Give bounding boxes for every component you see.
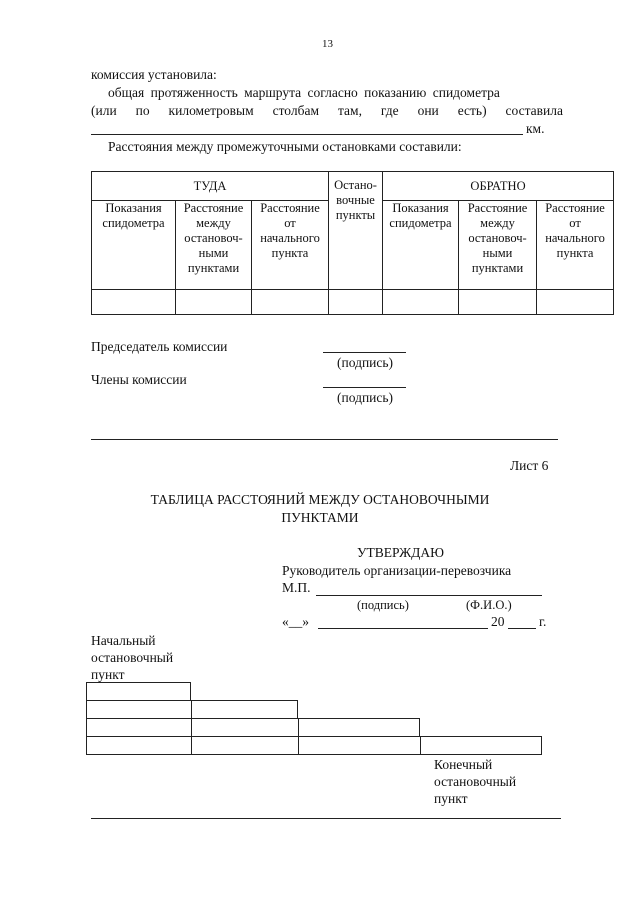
- page-number: 13: [322, 38, 333, 50]
- section-divider: [91, 439, 558, 440]
- stairs-row-3: [86, 718, 420, 737]
- members-signature-hint: (подпись): [337, 390, 394, 405]
- back-header: ОБРАТНО: [383, 172, 614, 201]
- stairs-row-4: [86, 736, 542, 755]
- head-of-org-label: Руководитель организации-перевозчика: [282, 563, 512, 578]
- stairs-cell[interactable]: [87, 719, 299, 736]
- stairs-row-2: [86, 700, 298, 719]
- sheet-label: Лист 6: [510, 458, 549, 473]
- end-point-line: Конечный: [434, 757, 493, 772]
- word: (или: [91, 103, 117, 118]
- start-point-line: пункт: [91, 667, 125, 682]
- table-cell[interactable]: [176, 290, 252, 315]
- stairs-cell[interactable]: [87, 701, 192, 718]
- chairman-signature-hint: (подпись): [337, 355, 394, 370]
- end-point-line: остановочный: [434, 774, 517, 789]
- end-point-label: [434, 756, 516, 807]
- total-km-blank: [91, 134, 523, 135]
- date-year-prefix: 20: [491, 614, 505, 629]
- sheet-title-line-1: ТАБЛИЦА РАССТОЯНИЙ МЕЖДУ ОСТАНОВОЧНЫМИ: [150, 492, 490, 507]
- date-year-suffix: г.: [539, 614, 547, 629]
- word: где: [380, 103, 399, 118]
- date-day[interactable]: «__»: [282, 614, 309, 629]
- total-length-line: общая протяженность маршрута согласно показанию спидометра: [108, 85, 500, 100]
- table-cell[interactable]: [329, 290, 383, 315]
- word: там,: [337, 103, 362, 118]
- word: составила: [505, 103, 563, 118]
- date-month-line[interactable]: [318, 628, 488, 629]
- col-between-there: Расстояние между остановоч-ными пунктами: [176, 201, 252, 290]
- stamp-label: М.П.: [282, 580, 311, 595]
- stops-header: Остано-вочные пункты: [329, 172, 383, 290]
- end-point-line: пункт: [434, 791, 468, 806]
- word: километровым: [168, 103, 254, 118]
- table-cell[interactable]: [459, 290, 537, 315]
- km-label: км.: [526, 121, 545, 136]
- commission-intro: комиссия установила:: [91, 67, 217, 82]
- col-from-start-back: Расстояние от начального пункта: [537, 201, 614, 290]
- col-between-back: Расстояние между остановоч-ными пунктами: [459, 201, 537, 290]
- word: они: [417, 103, 439, 118]
- word: столбам: [272, 103, 320, 118]
- table-cell[interactable]: [252, 290, 329, 315]
- there-header: ТУДА: [92, 172, 329, 201]
- total-length-line-2: [91, 103, 563, 119]
- table-cell[interactable]: [537, 290, 614, 315]
- table-cell[interactable]: [383, 290, 459, 315]
- members-signature-line[interactable]: [323, 387, 406, 388]
- word: по: [135, 103, 150, 118]
- chairman-signature-line[interactable]: [323, 352, 406, 353]
- sheet-title-line-2: ПУНКТАМИ: [281, 510, 359, 525]
- route-distances-table: [91, 171, 614, 315]
- chairman-label: Председатель комиссии: [91, 339, 228, 354]
- word: есть): [457, 103, 487, 118]
- start-point-line: остановочный: [91, 650, 174, 665]
- stairs-cell[interactable]: [87, 737, 421, 754]
- col-odometer-back: Показания спидометра: [383, 201, 459, 290]
- date-year-line[interactable]: [508, 628, 536, 629]
- start-point-line: Начальный: [91, 633, 156, 648]
- head-signature-line[interactable]: [316, 595, 542, 596]
- col-odometer-there: Показания спидометра: [92, 201, 176, 290]
- stairs-row-1: [86, 682, 191, 701]
- distances-intro: Расстояния между промежуточными остановками составили:: [108, 139, 462, 154]
- approve-label: УТВЕРЖДАЮ: [357, 545, 445, 560]
- start-point-label: [91, 632, 173, 683]
- members-label: Члены комиссии: [91, 372, 187, 387]
- bottom-divider: [91, 818, 561, 819]
- table-cell[interactable]: [92, 290, 176, 315]
- head-name-hint: (Ф.И.О.): [466, 598, 512, 612]
- head-signature-hint: (подпись): [357, 598, 409, 612]
- col-from-start-there: Расстояние от начального пункта: [252, 201, 329, 290]
